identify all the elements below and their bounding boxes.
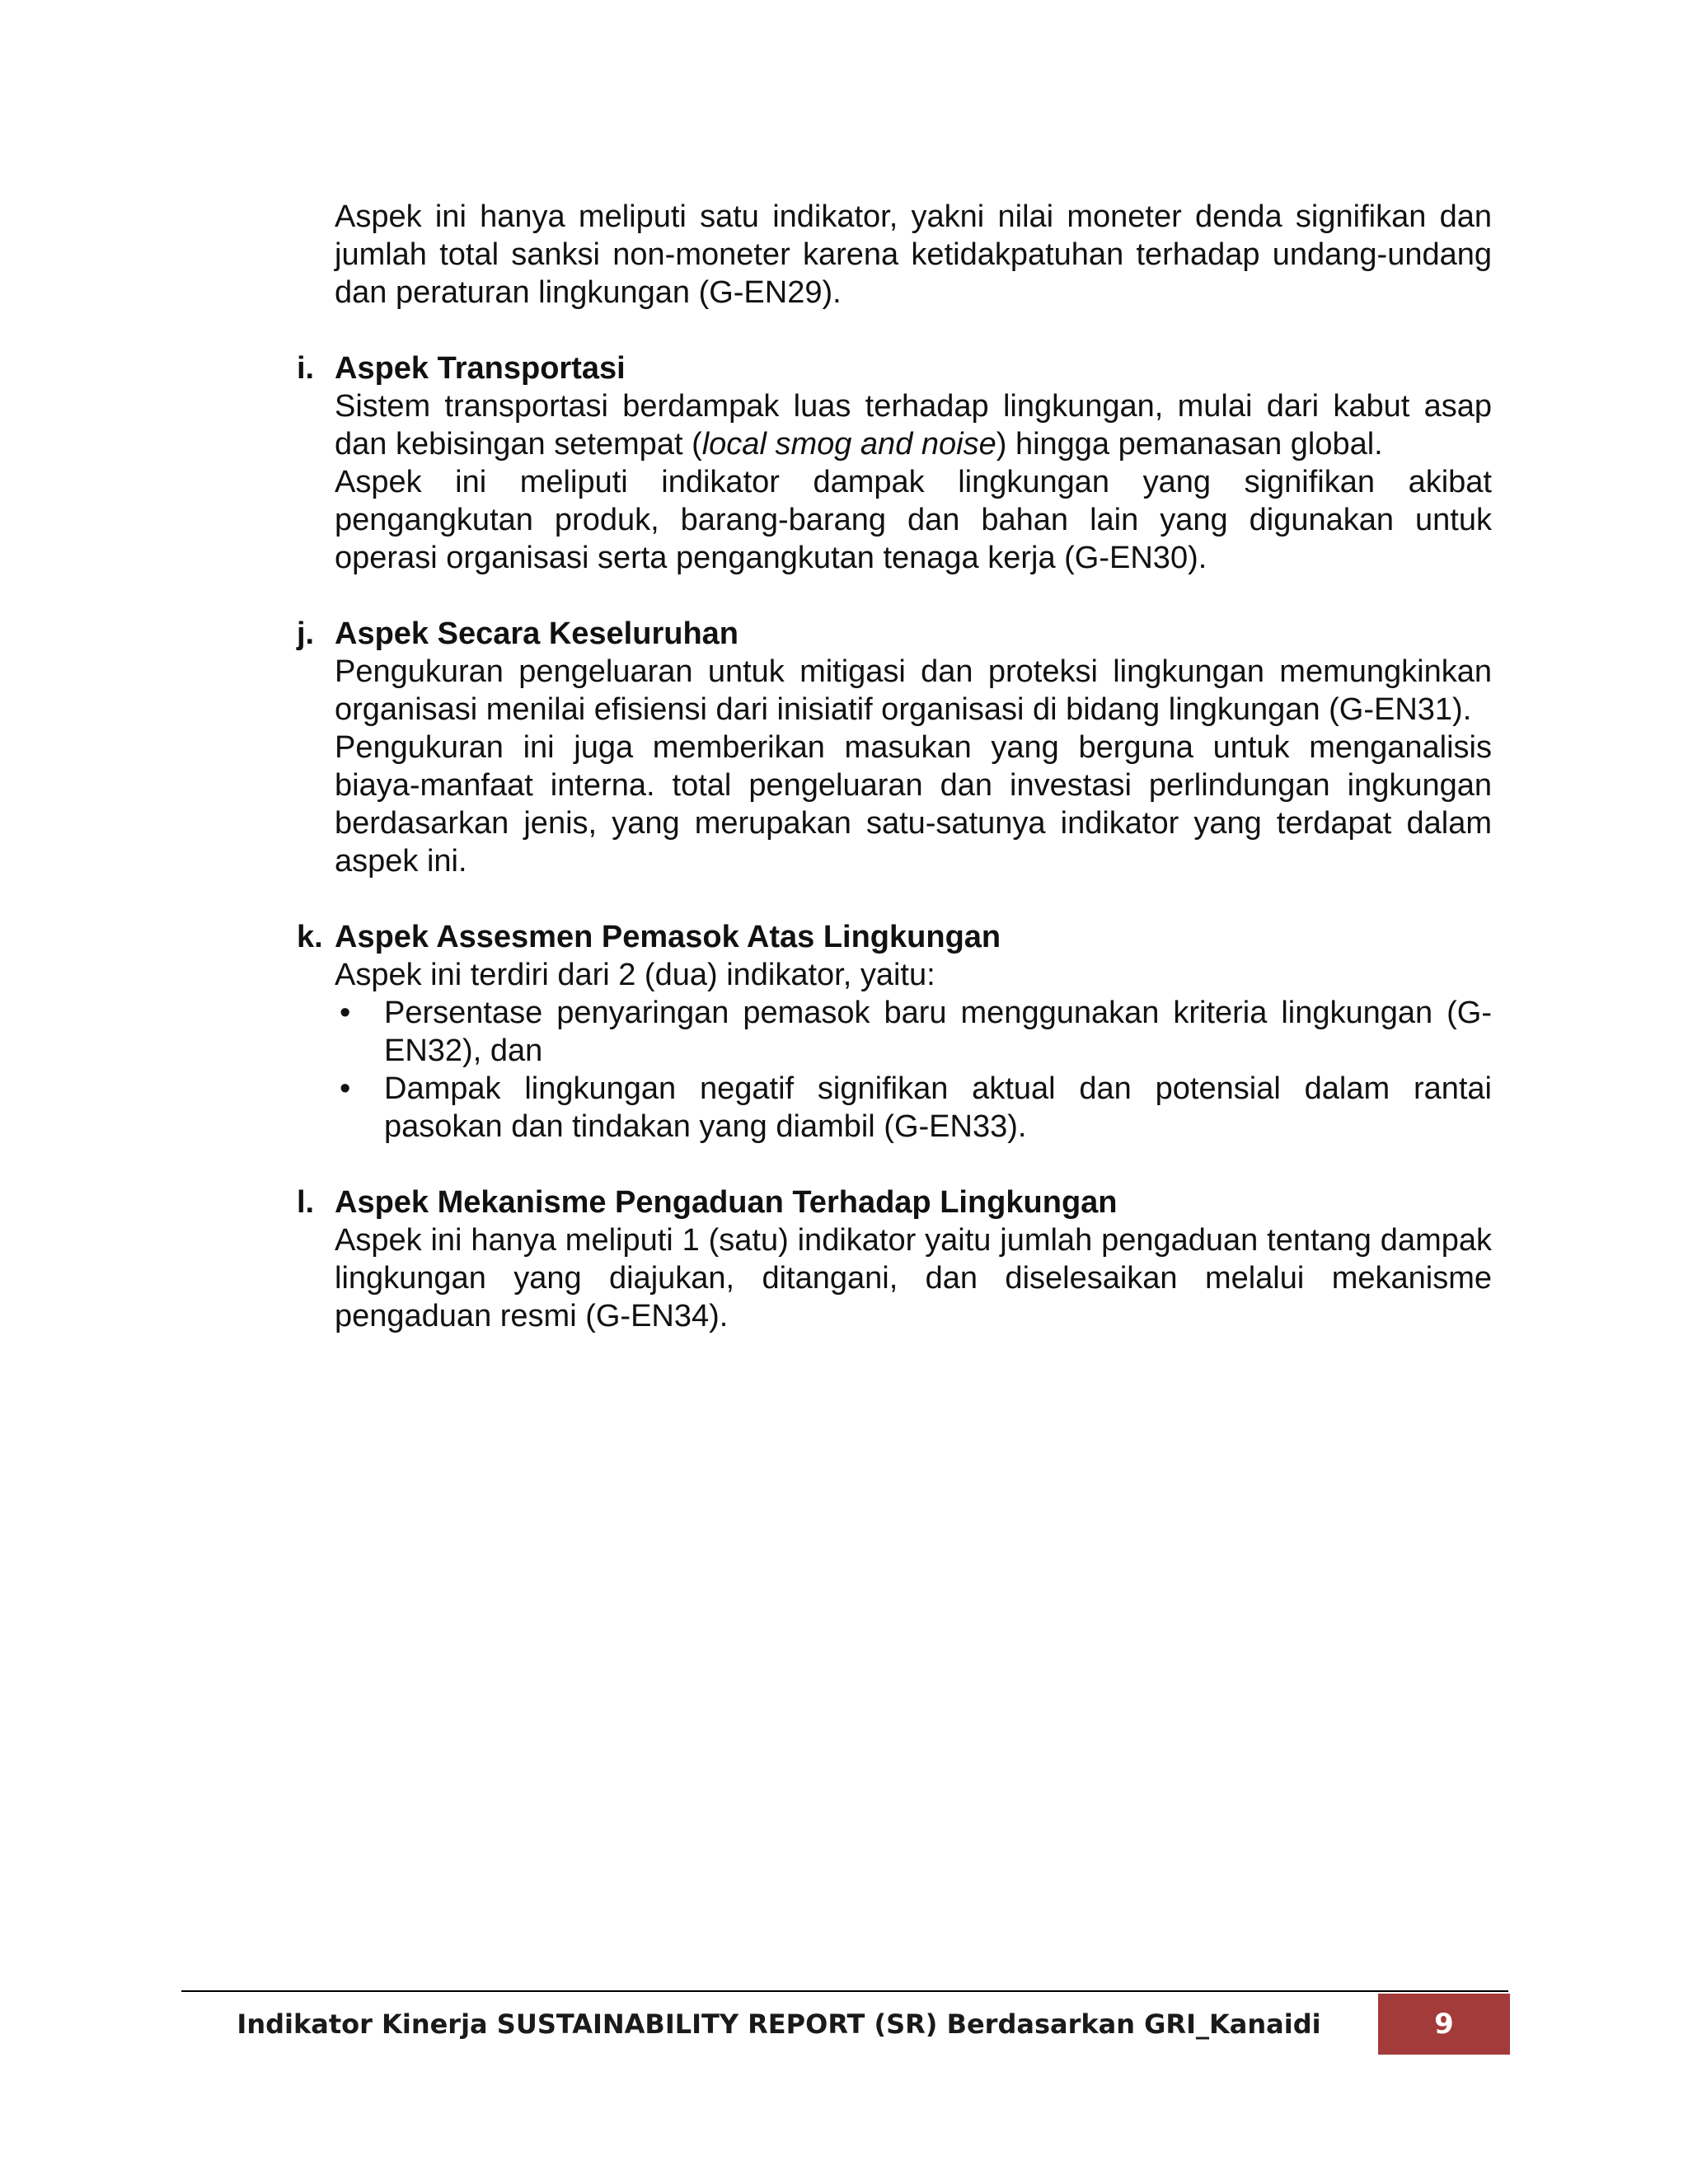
- paragraph-text: Sistem transportasi berdampak luas terhadap lingkungan, mulai dari kabut asap dan kebisingan setempat (: [335, 389, 1492, 462]
- section-title: Aspek Secara Keseluruhan: [335, 616, 739, 651]
- section-assesmen-pemasok: [297, 918, 1492, 1146]
- section-title: Aspek Transportasi: [335, 351, 626, 386]
- page-number-badge: 9: [1378, 1994, 1510, 2055]
- section-title: Aspek Mekanisme Pengaduan Terhadap Lingkungan: [335, 1185, 1118, 1220]
- section-secara-keseluruhan: [297, 615, 1492, 880]
- section-heading: [297, 349, 1492, 387]
- intro-paragraph: Aspek ini hanya meliputi satu indikator, yakni nilai moneter denda signifikan dan jumlah total sanksi non-moneter karena ketidakpatuhan terhadap undang-undang dan peraturan lingkungan (G-EN29).: [335, 199, 1492, 310]
- section-paragraph: Aspek ini hanya meliputi 1 (satu) indikator yaitu jumlah pengaduan tentang dampak lingkungan yang diajukan, ditangani, dan diselesaikan melalui mekanisme pengaduan resmi (G-EN34).: [335, 1223, 1492, 1333]
- section-paragraph: Pengukuran ini juga memberikan masukan yang berguna untuk menganalisis biaya-manfaat interna. total pengeluaran dan investasi perlindungan ingkungan berdasarkan jenis, yang merupakan satu-satunya indikator yang terdapat dalam aspek ini.: [335, 730, 1492, 879]
- paragraph-text: ) hingga pemanasan global.: [996, 427, 1383, 462]
- section-paragraph: Pengukuran pengeluaran untuk mitigasi dan proteksi lingkungan memungkinkan organisasi menilai efisiensi dari inisiatif organisasi di bidang lingkungan (G-EN31).: [335, 654, 1492, 727]
- section-mekanisme-pengaduan: [297, 1183, 1492, 1335]
- section-letter: j.: [297, 616, 315, 651]
- bullet-icon: •: [340, 1071, 351, 1106]
- list-item: [335, 1070, 1492, 1146]
- section-paragraph: [297, 387, 1492, 463]
- footer-title: Indikator Kinerja SUSTAINABILITY REPORT (SR) Berdasarkan GRI_Kanaidi: [237, 2008, 1321, 2040]
- section-letter: k.: [297, 920, 323, 954]
- section-letter: l.: [297, 1185, 315, 1220]
- list-item-text: Persentase penyaringan pemasok baru menggunakan kriteria lingkungan (G-EN32), dan: [384, 996, 1492, 1068]
- footer-divider: [181, 1990, 1508, 1992]
- document-body: [297, 198, 1492, 1335]
- list-item-text: Dampak lingkungan negatif signifikan aktual dan potensial dalam rantai pasokan dan tindakan yang diambil (G-EN33).: [384, 1071, 1492, 1144]
- section-paragraph: Aspek ini meliputi indikator dampak lingkungan yang signifikan akibat pengangkutan produk, barang-barang dan bahan lain yang digunakan untuk operasi organisasi serta pengangkutan tenaga kerja (G-EN30).: [335, 465, 1492, 575]
- section-heading: [297, 615, 1492, 653]
- section-heading: [297, 1183, 1492, 1221]
- section-paragraph: Aspek ini terdiri dari 2 (dua) indikator, yaitu:: [335, 958, 935, 992]
- italic-phrase: local smog and noise: [701, 427, 996, 462]
- list-item: [335, 994, 1492, 1070]
- section-letter: i.: [297, 351, 315, 386]
- section-transportasi: [297, 349, 1492, 577]
- section-title: Aspek Assesmen Pemasok Atas Lingkungan: [335, 920, 1001, 954]
- bullet-list: [297, 994, 1492, 1146]
- bullet-icon: •: [340, 996, 351, 1030]
- section-heading: [297, 918, 1492, 956]
